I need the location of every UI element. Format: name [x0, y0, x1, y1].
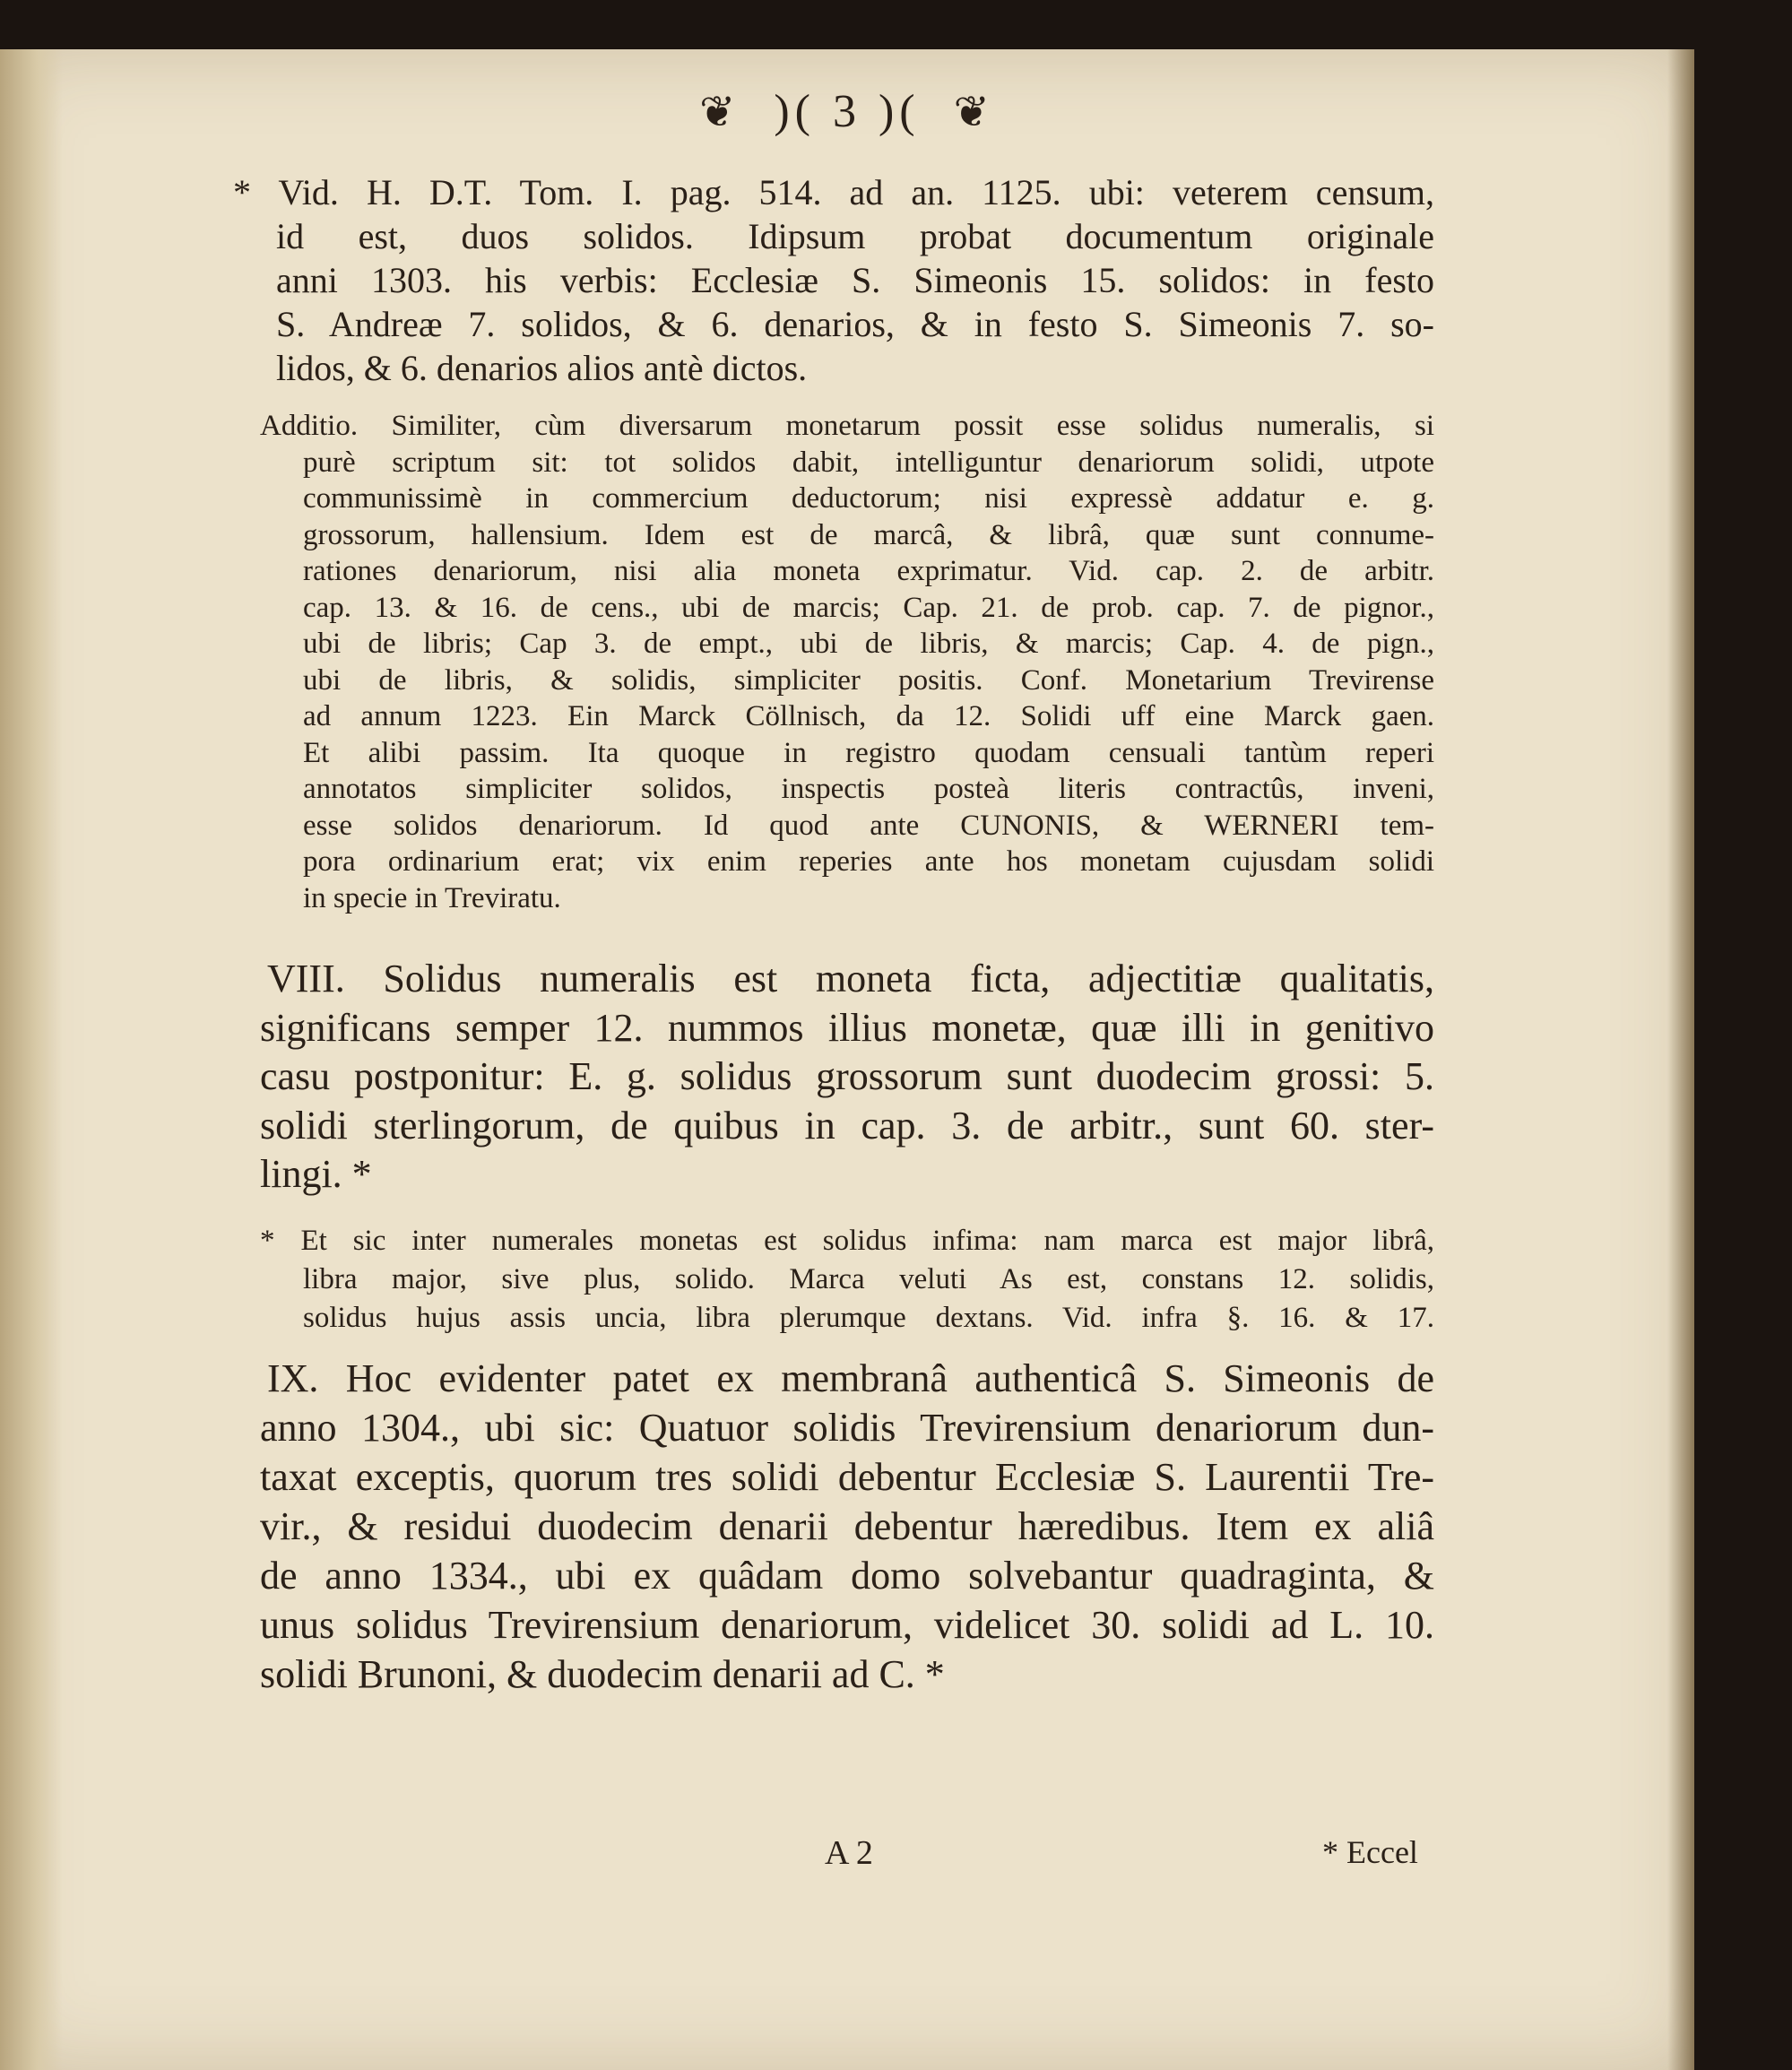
text-line: unus solidus Trevirensium denariorum, videlicet 30. solidi ad L. 10. [260, 1603, 1434, 1647]
text-line: de anno 1334., ubi ex quâdam domo solvebantur quadraginta, & [260, 1554, 1434, 1598]
text-line: cap. 13. & 16. de cens., ubi de marcis; Cap. 21. de prob. cap. 7. de pignor., [303, 591, 1434, 624]
text-line: id est, duos solidos. Idipsum probat documentum originale [276, 216, 1434, 256]
text-line: solidi Brunoni, & duodecim denarii ad C. * [260, 1652, 945, 1696]
page-edge [1667, 49, 1694, 2070]
text-line: * Et sic inter numerales monetas est solidus infima: nam marca est major librâ, [260, 1225, 1434, 1257]
text-line: anni 1303. his verbis: Ecclesiæ S. Simeonis 15. solidos: in festo [276, 260, 1434, 300]
text-line: solidus hujus assis uncia, libra plerumque dextans. Vid. infra §. 16. & 17. [303, 1302, 1434, 1334]
footnote-top [233, 170, 1434, 390]
text-line: purè scriptum sit: tot solidos dabit, intelliguntur denariorum solidi, utpote [303, 446, 1434, 479]
text-line: Additio. Similiter, cùm diversarum monetarum possit esse solidus numeralis, si [260, 410, 1434, 442]
page-header [0, 85, 1694, 138]
ornament-right-icon: ❦ [953, 89, 995, 136]
text-line: lidos, & 6. denarios alios antè dictos. [276, 348, 808, 388]
book-page [0, 49, 1694, 2070]
section-ix [260, 1354, 1434, 1699]
page-gutter [0, 49, 63, 2070]
text-line: in specie in Treviratu. [303, 881, 561, 914]
text-line: communissimè in commercium deductorum; nisi expressè addatur e. g. [303, 482, 1434, 515]
text-line: IX. Hoc evidenter patet ex membranâ authenticâ S. Simeonis de [267, 1356, 1434, 1400]
page-number: )( 3 )( [774, 86, 921, 137]
text-line: S. Andreæ 7. solidos, & 6. denarios, & in festo S. Simeonis 7. so- [276, 304, 1434, 344]
text-line: * Vid. H. D.T. Tom. I. pag. 514. ad an. 1125. ubi: veterem censum, [233, 172, 1434, 212]
catchword: * Eccel [1322, 1834, 1418, 1870]
text-line: libra major, sive plus, solido. Marca veluti As est, constans 12. solidis, [303, 1263, 1434, 1295]
text-line: rationes denariorum, nisi alia moneta exprimatur. Vid. cap. 2. de arbitr. [303, 555, 1434, 587]
text-line: lingi. * [260, 1152, 372, 1196]
text-line: taxat exceptis, quorum tres solidi debentur Ecclesiæ S. Laurentii Tre- [260, 1455, 1434, 1499]
text-line: Et alibi passim. Ita quoque in registro quodam censuali tantùm reperi [303, 736, 1434, 769]
additio-paragraph [260, 408, 1434, 916]
footnote-viii [260, 1222, 1434, 1338]
text-line: ubi de libris, & solidis, simpliciter positis. Conf. Monetarium Trevirense [303, 663, 1434, 697]
signature-mark: A 2 [825, 1834, 873, 1872]
text-line: ubi de libris; Cap 3. de empt., ubi de libris, & marcis; Cap. 4. de pign., [303, 628, 1434, 660]
ornament-left-icon: ❦ [699, 89, 741, 136]
text-line: esse solidos denariorum. Id quod ante CUNONIS, & WERNERI tem- [303, 809, 1434, 842]
text-line: solidi sterlingorum, de quibus in cap. 3. de arbitr., sunt 60. ster- [260, 1103, 1434, 1148]
text-line: VIII. Solidus numeralis est moneta ficta, adjectitiæ qualitatis, [267, 957, 1434, 1000]
text-line: significans semper 12. nummos illius monetæ, quæ illi in genitivo [260, 1005, 1434, 1050]
text-line: ad annum 1223. Ein Marck Cöllnisch, da 12. Solidi uff eine Marck gaen. [303, 700, 1434, 732]
text-line: pora ordinarium erat; vix enim reperies ante hos monetam cujusdam solidi [303, 845, 1434, 878]
text-line: anno 1304., ubi sic: Quatuor solidis Trevirensium denariorum dun- [260, 1406, 1434, 1450]
text-line: casu postponitur: E. g. solidus grossorum sunt duodecim grossi: 5. [260, 1054, 1434, 1098]
text-line: grossorum, hallensium. Idem est de marcâ, & librâ, quæ sunt connume- [303, 518, 1434, 551]
text-line: vir., & residui duodecim denarii debentur hæredibus. Item ex aliâ [260, 1504, 1434, 1548]
section-viii [260, 955, 1434, 1200]
text-line: annotatos simpliciter solidos, inspectis posteà literis contractûs, inveni, [303, 773, 1434, 805]
